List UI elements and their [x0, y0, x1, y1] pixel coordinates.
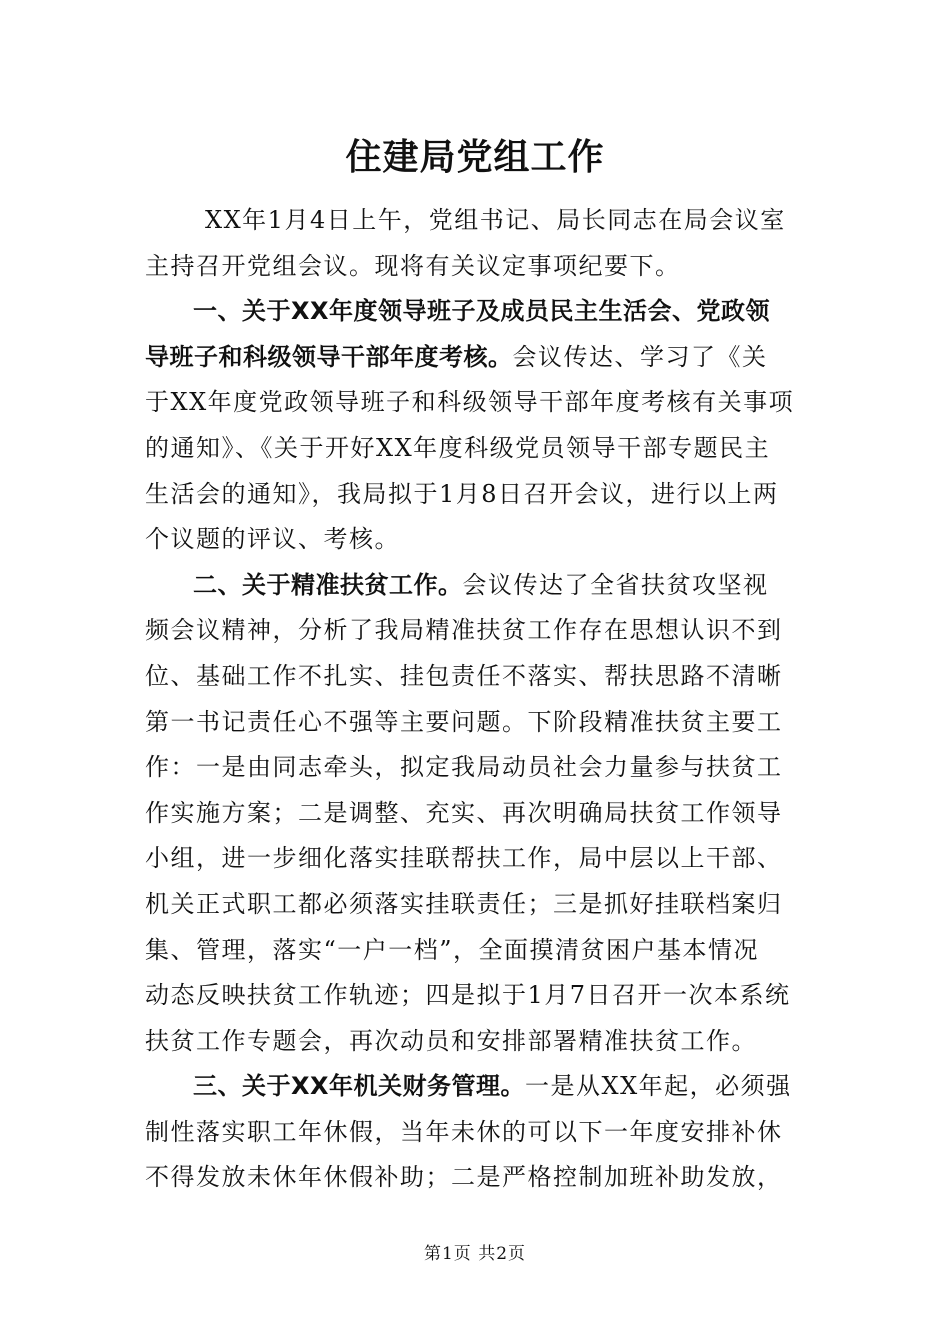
- line-text: 的通知》、《关于开好XX年度科级党员领导干部专题民主: [145, 433, 771, 462]
- paragraph-line: [145, 973, 809, 1019]
- line-text: 第一书记责任心不强等主要问题。下阶段精准扶贫主要工: [145, 707, 783, 736]
- section-heading-line: [145, 563, 809, 609]
- line-text: 动态反映扶贫工作轨迹；四是拟于1月7日召开一次本系统: [145, 981, 791, 1010]
- paragraph-line: [145, 791, 809, 837]
- line-text: 主持召开党组会议。现将有关议定事项纪要下。: [145, 251, 681, 280]
- paragraph-line: [145, 517, 809, 563]
- line-text: 位、基础工作不扎实、挂包责任不落实、帮扶思路不清晰: [145, 661, 783, 690]
- paragraph-line: [145, 244, 809, 290]
- line-text: 一是从XX年起，必须强: [525, 1072, 792, 1101]
- line-text: 会议传达、学习了《关: [512, 342, 768, 371]
- paragraph-line: [145, 928, 809, 974]
- line-text: 个议题的评议、考核。: [145, 525, 400, 554]
- line-text: 小组，进一步细化落实挂联帮扶工作，局中层以上干部、: [145, 844, 783, 873]
- paragraph-line: [145, 198, 809, 244]
- line-text: 频会议精神，分析了我局精准扶贫工作存在思想认识不到: [145, 616, 783, 645]
- document-body: [145, 198, 809, 1201]
- line-text: 作实施方案；二是调整、充实、再次明确局扶贫工作领导: [145, 798, 783, 827]
- paragraph-line: [145, 608, 809, 654]
- paragraph-line: [145, 1110, 809, 1156]
- line-text: XX年1月4日上午，党组书记、局长同志在局会议室: [205, 206, 786, 234]
- line-text: 机关正式职工都必须落实挂联责任；三是抓好挂联档案归: [145, 889, 783, 918]
- line-text: 集、管理，落实“一户一档”，全面摸清贫困户基本情况: [145, 935, 760, 964]
- section-heading: 三、关于XX年机关财务管理。: [193, 1072, 526, 1101]
- section-heading-line: [145, 1064, 809, 1110]
- section-heading: 导班子和科级领导干部年度考核。: [145, 342, 513, 371]
- paragraph-line: [145, 1155, 809, 1201]
- paragraph-line: [145, 700, 809, 746]
- paragraph-line: [145, 380, 809, 426]
- paragraph-line: [145, 1019, 809, 1065]
- section-heading-line: [145, 335, 809, 381]
- line-text: 扶贫工作专题会，再次动员和安排部署精准扶贫工作。: [145, 1026, 757, 1055]
- paragraph-line: [145, 745, 809, 791]
- section-heading: 一、关于XX年度领导班子及成员民主生活会、党政领: [193, 297, 771, 326]
- line-text: 生活会的通知》，我局拟于1月8日召开会议，进行以上两: [145, 479, 779, 508]
- paragraph-line: [145, 472, 809, 518]
- line-text: 制性落实职工年休假，当年未休的可以下一年度安排补休: [145, 1117, 783, 1146]
- line-text: 会议传达了全省扶贫攻坚视: [462, 570, 769, 599]
- paragraph-line: [145, 654, 809, 700]
- line-text: 不得发放未休年休假补助；二是严格控制加班补助发放，: [145, 1163, 783, 1192]
- section-heading-line: [145, 289, 809, 335]
- paragraph-line: [145, 882, 809, 928]
- section-heading: 二、关于精准扶贫工作。: [193, 570, 463, 599]
- page-footer: 第1页 共2页: [423, 1244, 527, 1264]
- document-title: 住建局党组工作: [345, 137, 605, 178]
- paragraph-line: [145, 426, 809, 472]
- paragraph-line: [145, 836, 809, 882]
- line-text: 于XX年度党政领导班子和科级领导干部年度考核有关事项: [145, 388, 795, 417]
- line-text: 作：一是由同志牵头，拟定我局动员社会力量参与扶贫工: [145, 753, 783, 782]
